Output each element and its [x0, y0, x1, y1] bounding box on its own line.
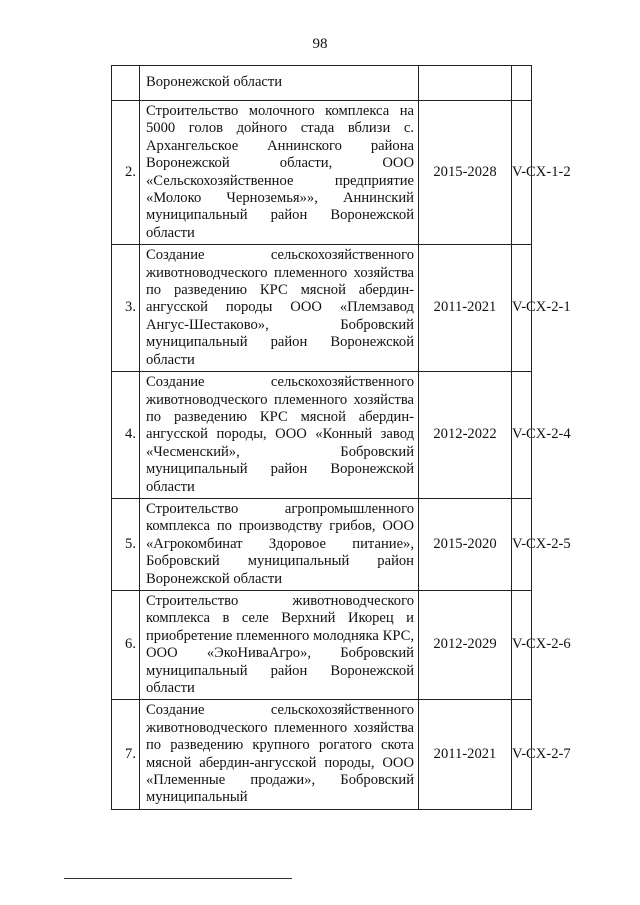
project-code-cell: V-CX-2-7	[512, 700, 532, 809]
project-period-cell: 2012-2022	[419, 372, 512, 499]
row-number-cell: 5.	[112, 498, 140, 590]
project-period-cell: 2015-2020	[419, 498, 512, 590]
project-description-cell: Воронежской области	[140, 66, 419, 101]
table-row	[112, 245, 532, 372]
page-number: 98	[312, 36, 328, 52]
project-description-cell: Создание сельскохозяйственного животноводческого племенного хозяйства по разведению КРС мясной абердин-ангусской породы ООО «Племзавод Ангус-Шестаково», Бобровский муниципальный район Воронежской области	[140, 245, 419, 372]
table-row	[112, 372, 532, 499]
project-code-cell	[512, 66, 532, 101]
project-code-cell: V-CX-2-4	[512, 372, 532, 499]
table-row	[112, 700, 532, 809]
project-description-cell: Создание сельскохозяйственного животноводческого племенного хозяйства по разведению крупного рогатого скота мясной абердин-ангусской породы, ООО «Племенные продажи», Бобровский муниципальный	[140, 700, 419, 809]
projects-table	[111, 65, 571, 810]
project-description-cell: Строительство агропромышленного комплекса по производству грибов, ООО «Агрокомбинат Здоровое питание», Бобровский муниципальный район Воронежской области	[140, 498, 419, 590]
row-number-cell: 6.	[112, 590, 140, 699]
project-period-cell	[419, 66, 512, 101]
project-code-cell: V-CX-2-6	[512, 590, 532, 699]
table-row	[112, 590, 532, 699]
table-row	[112, 498, 532, 590]
project-code-cell: V-CX-1-2	[512, 101, 532, 245]
project-code-cell: V-CX-2-5	[512, 498, 532, 590]
row-number-cell: 4.	[112, 372, 140, 499]
row-number-cell	[112, 66, 140, 101]
row-number-cell: 7.	[112, 700, 140, 809]
project-description-cell: Создание сельскохозяйственного животноводческого племенного хозяйства по разведению КРС мясной абердин-ангусской породы, ООО «Конный завод «Чесменский», Бобровский муниципальный район Воронежской области	[140, 372, 419, 499]
table-row	[112, 101, 532, 245]
project-period-cell: 2011-2021	[419, 245, 512, 372]
project-period-cell: 2015-2028	[419, 101, 512, 245]
project-description-cell: Строительство молочного комплекса на 5000 голов дойного стада вблизи с. Архангельское Аннинского района Воронежской области, ООО «Сельскохозяйственное предприятие «Молоко Черноземья»», Аннинский муниципальный район Воронежской области	[140, 101, 419, 245]
project-period-cell: 2011-2021	[419, 700, 512, 809]
table-row-continuation	[112, 66, 532, 101]
footnote-divider	[64, 878, 292, 879]
project-description-cell: Строительство животноводческого комплекса в селе Верхний Икорец и приобретение племенного молодняка КРС, ООО «ЭкоНиваАгро», Бобровский муниципальный район Воронежской области	[140, 590, 419, 699]
project-period-cell: 2012-2029	[419, 590, 512, 699]
project-code-cell: V-CX-2-1	[512, 245, 532, 372]
row-number-cell: 3.	[112, 245, 140, 372]
row-number-cell: 2.	[112, 101, 140, 245]
